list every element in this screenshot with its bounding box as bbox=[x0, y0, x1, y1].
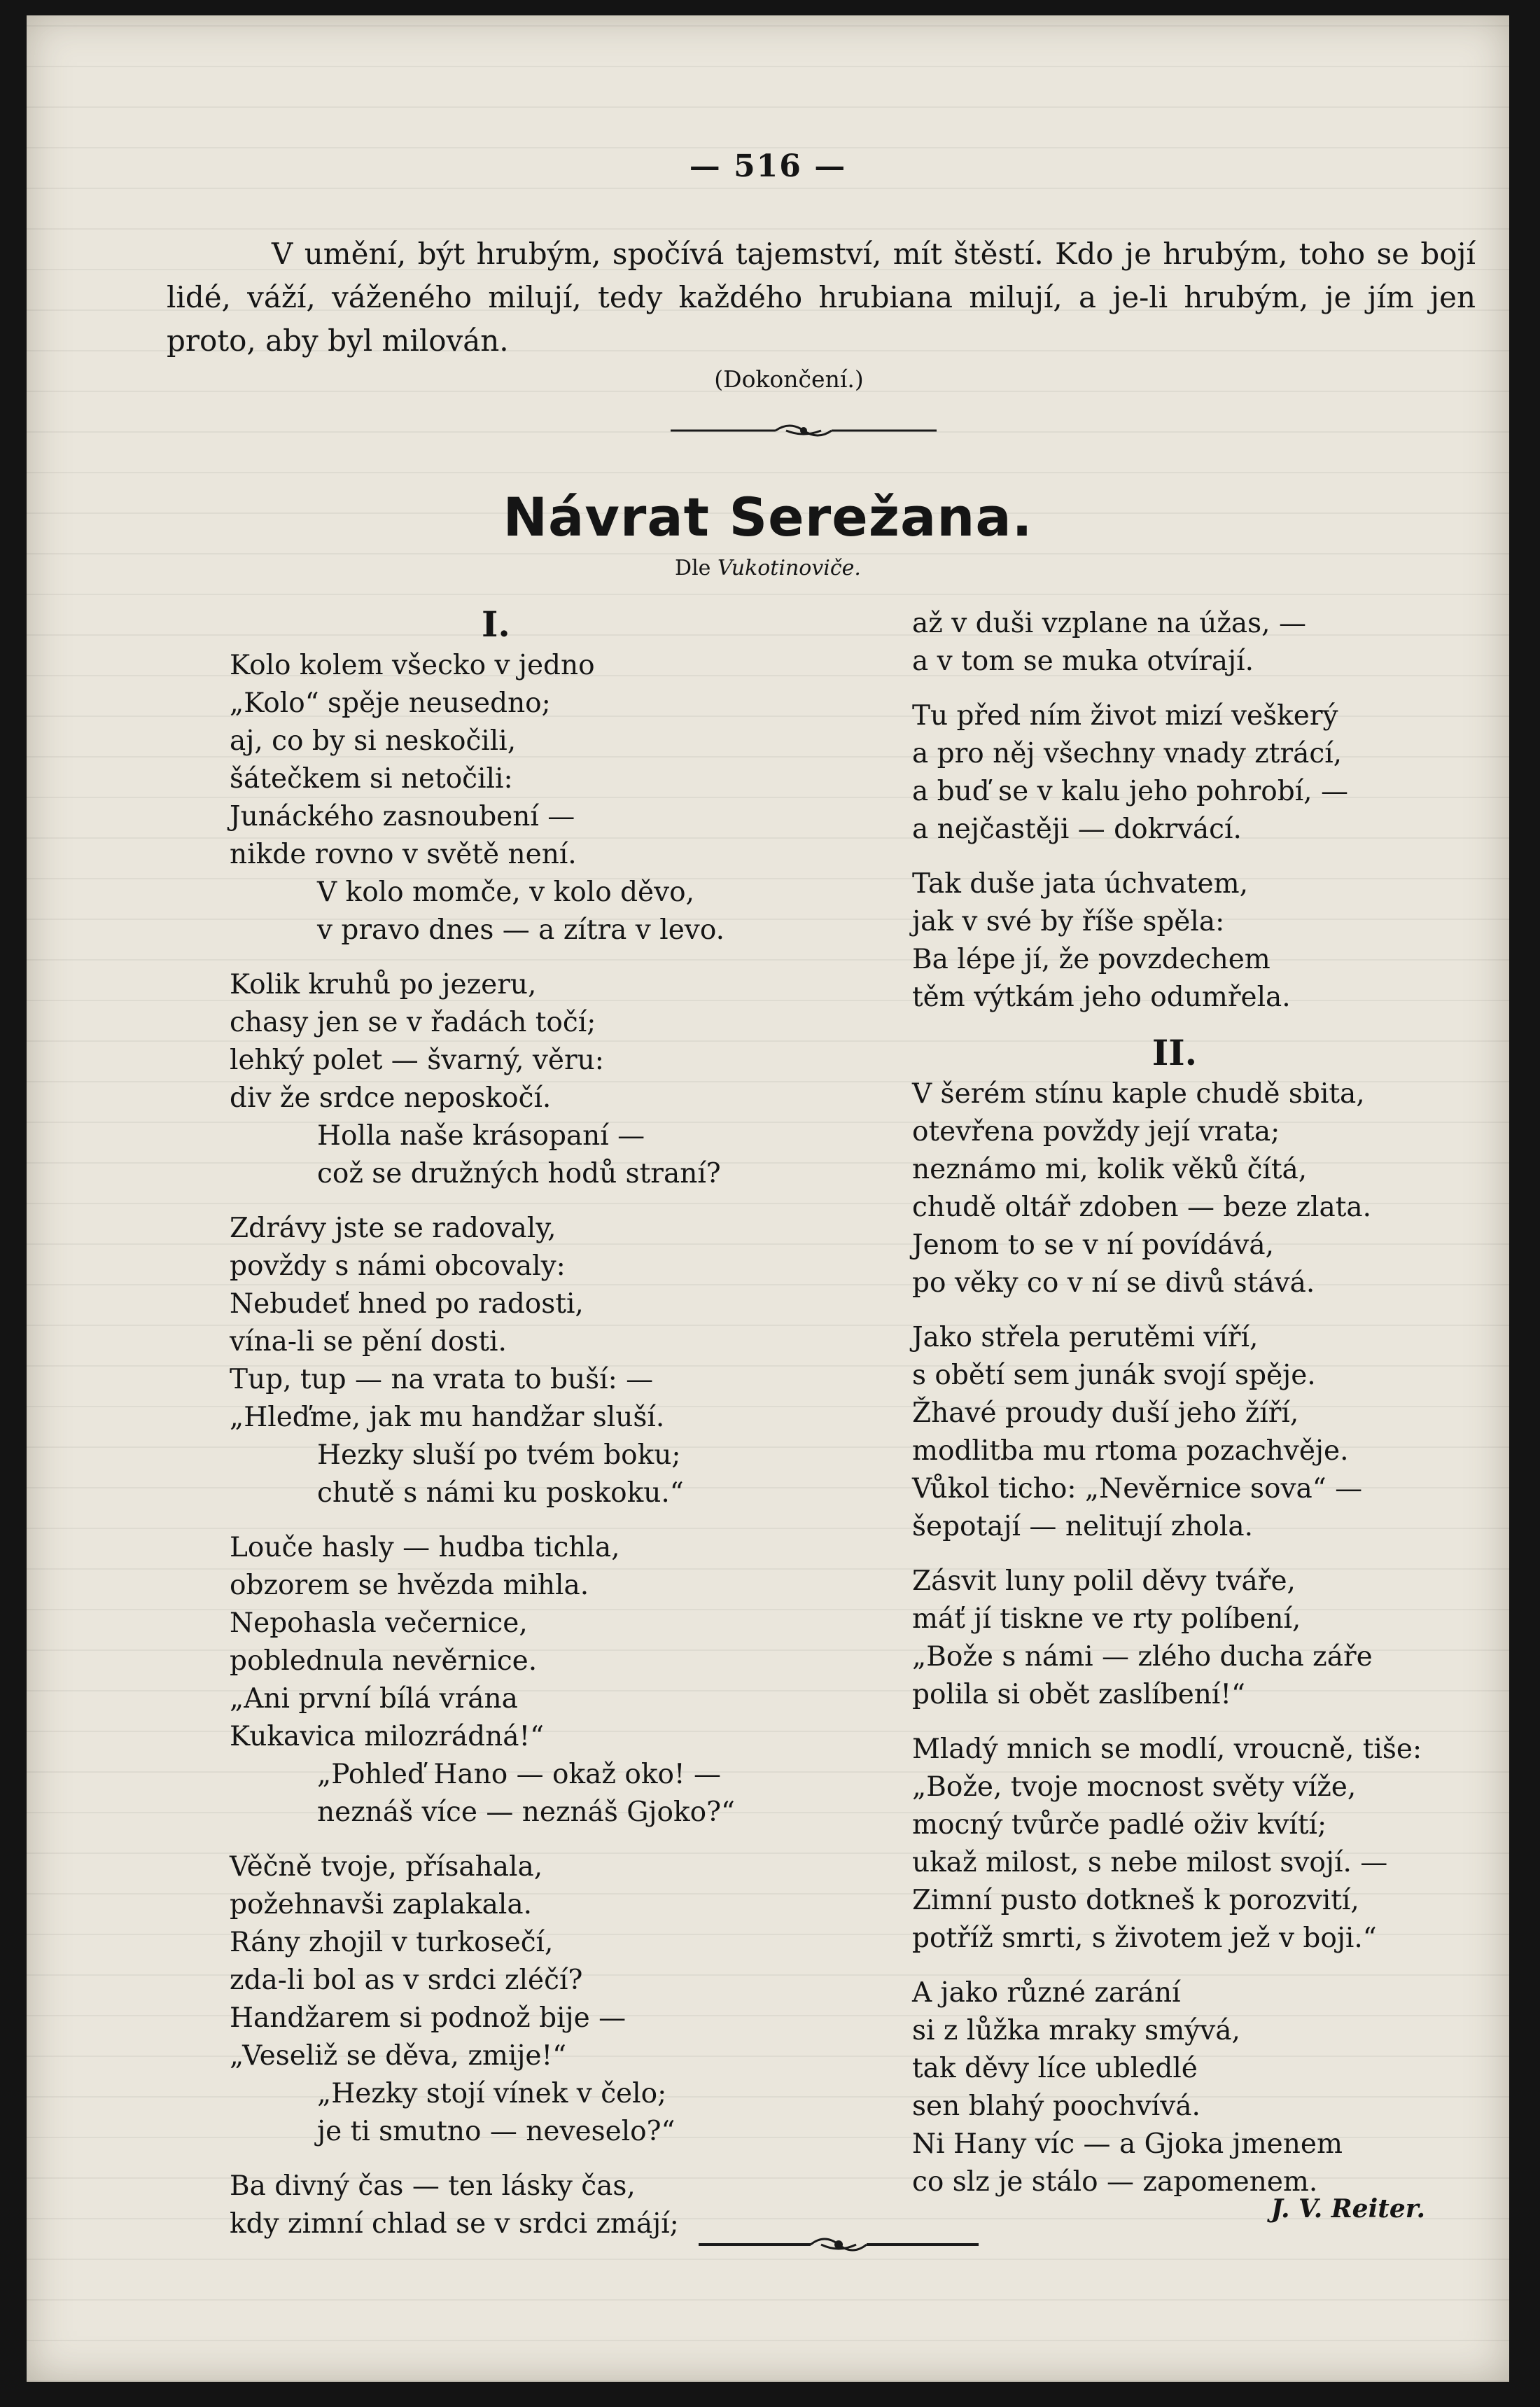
verse-line: chudě oltář zdoben — beze zlata. bbox=[912, 1192, 1372, 1223]
stanza bbox=[912, 1974, 1465, 2201]
verse-line: a buď se v kalu jeho pohrobí, — bbox=[912, 776, 1348, 807]
stanza bbox=[912, 1731, 1465, 1958]
verse-line: Kolo kolem všecko v jedno bbox=[230, 650, 595, 681]
verse-line: zda-li bol as v srdci zléčí? bbox=[230, 1965, 583, 1996]
verse-line: Zdrávy jste se radovaly, bbox=[230, 1213, 556, 1244]
verse-line: co slz je stálo — zapomenem. bbox=[912, 2166, 1318, 2198]
author-signature: J. V. Reiter. bbox=[1270, 2194, 1425, 2224]
verse-line: A jako různé zarání bbox=[912, 1977, 1181, 2009]
verse-line: „Veseliž se děva, zmije!“ bbox=[230, 2040, 567, 2072]
verse-line: kdy zimní chlad se v srdci zmájí; bbox=[230, 2208, 679, 2240]
stanza bbox=[230, 1210, 860, 1512]
verse-line: mocný tvůrče padlé oživ kvítí; bbox=[912, 1809, 1327, 1841]
stanza bbox=[912, 1563, 1465, 1714]
verse-line: Hezky sluší po tvém boku; bbox=[317, 1439, 681, 1471]
scanned-page bbox=[27, 15, 1509, 2382]
left-stanzas bbox=[230, 647, 860, 2243]
verse-line: „Hezky stojí vínek v čelo; bbox=[317, 2078, 667, 2109]
verse-line: Nepohasla večernice, bbox=[230, 1607, 528, 1639]
page-number: — 516 — bbox=[689, 148, 847, 184]
verse-line: potříž smrti, s životem jež v boji.“ bbox=[912, 1923, 1377, 1954]
verse-line: šátečkem si netočili: bbox=[230, 763, 513, 795]
verse-line: Žhavé proudy duší jeho žíří, bbox=[912, 1397, 1299, 1429]
verse-line: poblednula nevěrnice. bbox=[230, 1645, 538, 1677]
verse-line: Tak duše jata úchvatem, bbox=[912, 868, 1248, 900]
verse-line: což se družných hodů straní? bbox=[317, 1158, 721, 1189]
verse-line: chasy jen se v řadách točí; bbox=[230, 1007, 596, 1038]
verse-line: Holla naše krásopaní — bbox=[317, 1120, 645, 1152]
stanza bbox=[912, 697, 1465, 849]
verse-line: Jako střela perutěmi víří, bbox=[912, 1322, 1259, 1353]
intro-paragraph bbox=[167, 232, 1476, 363]
verse-line: Jenom to se v ní povídává, bbox=[912, 1229, 1274, 1261]
stanza bbox=[230, 1848, 860, 2151]
stanza bbox=[230, 966, 860, 1193]
verse-line: Junáckého zasnoubení — bbox=[230, 801, 575, 832]
verse-line: sen blahý poochvívá. bbox=[912, 2091, 1200, 2122]
verse-line: Ba lépe jí, že povzdechem bbox=[912, 944, 1270, 975]
verse-line: „Bože s námi — zlého ducha záře bbox=[912, 1641, 1373, 1673]
dokonceni-note: (Dokončení.) bbox=[714, 365, 864, 393]
verse-line: a v tom se muka otvírají. bbox=[912, 646, 1254, 677]
verse-line: máť jí tiskne ve rty políbení, bbox=[912, 1603, 1301, 1635]
verse-line: Zásvit luny polil děvy tváře, bbox=[912, 1565, 1296, 1597]
verse-line: V kolo momče, v kolo děvo, bbox=[317, 877, 695, 908]
verse-line: Mladý mnich se modlí, vroucně, tiše: bbox=[912, 1733, 1422, 1765]
verse-line: nikde rovno v světě není. bbox=[230, 839, 577, 870]
left-column bbox=[230, 605, 860, 2260]
verse-line: požehnavši zaplakala. bbox=[230, 1889, 532, 1920]
ornament-divider-bottom bbox=[699, 2231, 979, 2259]
stanza bbox=[912, 865, 1465, 1017]
verse-line: povždy s námi obcovaly: bbox=[230, 1250, 566, 1282]
stanza bbox=[230, 1529, 860, 1832]
verse-line: otevřena povždy její vrata; bbox=[912, 1116, 1280, 1147]
stanza bbox=[912, 1075, 1465, 1302]
subtitle-prefix: Dle bbox=[675, 556, 711, 580]
verse-line: aj, co by si neskočili, bbox=[230, 725, 517, 757]
verse-line: je ti smutno — neveselo?“ bbox=[317, 2116, 676, 2147]
verse-line: Tup, tup — na vrata to buší: — bbox=[230, 1364, 654, 1395]
verse-line: po věky co v ní se divů stává. bbox=[912, 1267, 1315, 1299]
verse-line: Handžarem si podnož bije — bbox=[230, 2002, 626, 2034]
poem-title: Návrat Serežana. bbox=[503, 486, 1033, 548]
stanza bbox=[912, 605, 1465, 681]
verse-line: a nejčastěji — dokrvácí. bbox=[912, 814, 1242, 845]
verse-line: „Ani první bílá vrána bbox=[230, 1683, 518, 1715]
verse-line: Louče hasly — hudba tichla, bbox=[230, 1532, 620, 1563]
verse-line: šepotají — nelitují zhola. bbox=[912, 1511, 1253, 1542]
verse-line: jak v své by říše spěla: bbox=[912, 906, 1225, 937]
verse-line: v pravo dnes — a zítra v levo. bbox=[317, 914, 725, 946]
verse-line: „Pohleď Hano — okaž oko! — bbox=[317, 1759, 722, 1790]
verse-line: těm výtkám jeho odumřela. bbox=[912, 982, 1291, 1013]
verse-line: Ni Hany víc — a Gjoka jmenem bbox=[912, 2128, 1343, 2160]
verse-line: obzorem se hvězda mihla. bbox=[230, 1570, 589, 1601]
verse-line: Kukavica milozrádná!“ bbox=[230, 1721, 545, 1752]
verse-line: až v duši vzplane na úžas, — bbox=[912, 608, 1306, 639]
verse-line: si z lůžka mraky smývá, bbox=[912, 2015, 1240, 2046]
verse-line: Nebudeť hned po radosti, bbox=[230, 1288, 584, 1320]
verse-line: Tu před ním život mizí veškerý bbox=[912, 700, 1338, 732]
verse-line: Ba divný čas — ten lásky čas, bbox=[230, 2170, 636, 2202]
verse-line: div že srdce neposkočí. bbox=[230, 1082, 552, 1114]
verse-line: „Hleďme, jak mu handžar sluší. bbox=[230, 1402, 665, 1433]
verse-line: Zimní pusto dotkneš k porozvití, bbox=[912, 1885, 1359, 1916]
verse-line: ukaž milost, s nebe milost svojí. — bbox=[912, 1847, 1388, 1878]
stanza bbox=[230, 647, 860, 949]
verse-line: Rány zhojil v turkosečí, bbox=[230, 1927, 554, 1958]
subtitle-author: Vukotinoviče. bbox=[717, 556, 861, 580]
verse-line: neznámo mi, kolik věků čítá, bbox=[912, 1154, 1308, 1185]
poem-subtitle bbox=[27, 556, 1509, 580]
verse-line: Kolik kruhů po jezeru, bbox=[230, 969, 537, 1000]
verse-line: „Kolo“ spěje neusedno; bbox=[230, 688, 551, 719]
verse-line: Vůkol ticho: „Nevěrnice sova“ — bbox=[912, 1473, 1363, 1505]
right-stanzas-continued bbox=[912, 605, 1465, 1017]
right-stanzas-section-2 bbox=[912, 1075, 1465, 2201]
verse-line: lehký polet — švarný, věru: bbox=[230, 1045, 604, 1076]
verse-line: s obětí sem junák svojí spěje. bbox=[912, 1360, 1316, 1391]
verse-line: neznáš více — neznáš Gjoko?“ bbox=[317, 1796, 735, 1828]
section-heading-2: II. bbox=[1152, 1032, 1198, 1073]
right-column bbox=[912, 605, 1465, 2218]
stanza bbox=[912, 1319, 1465, 1546]
verse-line: tak děvy líce ubledlé bbox=[912, 2053, 1198, 2084]
ornament-divider-top bbox=[671, 418, 937, 443]
verse-line: modlitba mu rtoma pozachvěje. bbox=[912, 1435, 1349, 1467]
verse-line: Věčně tvoje, přísahala, bbox=[230, 1851, 543, 1883]
verse-line: polila si obět zaslíbení!“ bbox=[912, 1679, 1245, 1710]
verse-line: chutě s námi ku poskoku.“ bbox=[317, 1477, 684, 1509]
verse-line: V šerém stínu kaple chudě sbita, bbox=[912, 1078, 1365, 1110]
section-heading-1: I. bbox=[482, 604, 510, 645]
verse-line: a pro něj všechny vnady ztrácí, bbox=[912, 738, 1343, 769]
verse-line: „Bože, tvoje mocnost světy víže, bbox=[912, 1771, 1357, 1803]
verse-line: vína-li se pění dosti. bbox=[230, 1326, 507, 1358]
intro-text: V umění, být hrubým, spočívá tajemství, mít štěstí. Kdo je hrubým, toho se bojí lidé, váží, váženého milují, tedy každého hrubiana milují, a je-li hrubým, je jím jen proto, aby byl milován. bbox=[167, 237, 1476, 358]
